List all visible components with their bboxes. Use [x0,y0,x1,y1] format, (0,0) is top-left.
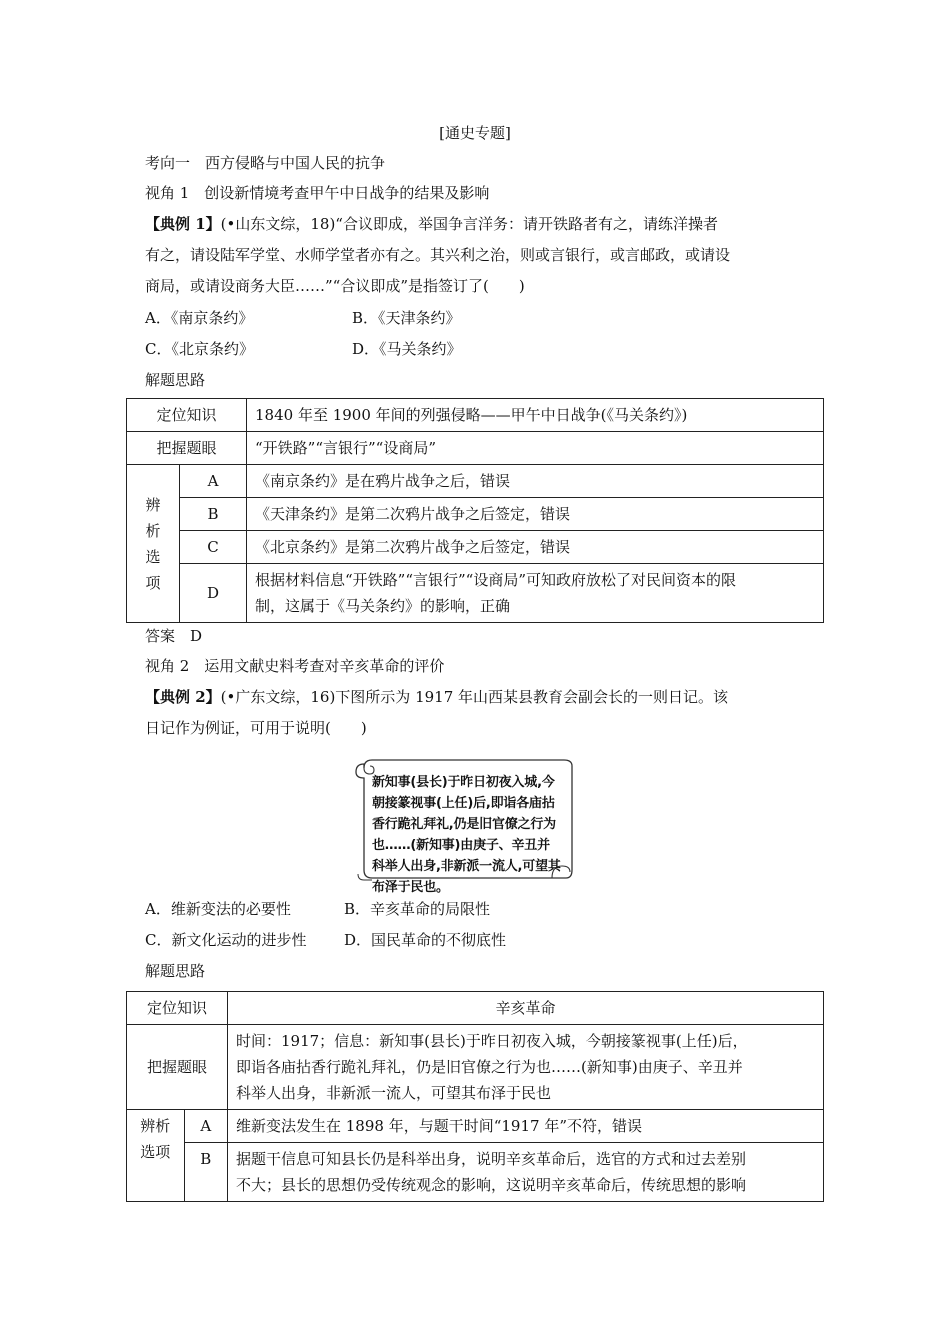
judge-char-1: 辨 [145,495,161,514]
example1-option-b: B．《天津条约》 [352,309,461,327]
option-key-a: A [180,465,247,498]
example1-analysis-table [126,398,824,623]
example2-option-b: B．辛亥革命的局限性 [344,900,491,918]
judge-char-2: 析 [145,521,161,540]
angle-heading: 视角 1 创设新情境考查甲午中日战争的结果及影响 [145,184,490,202]
example1-line1 [145,213,718,235]
grasp-line-3: 科举人出身，非新派一流人，可望其布泽于民也 [236,1084,552,1102]
option-analysis-c: 《北京条约》是第二次鸦片战争之后签定，错误 [247,531,824,564]
option-analysis-b-2 [228,1143,824,1202]
locate-value: 1840 年至 1900 年间的列强侵略——甲午中日战争(《马关条约》) [247,399,824,432]
example1-text1: (•山东文综，18)“合议即成，举国争言洋务：请开铁路者有之，请练洋操者 [220,215,718,233]
example2-think-label: 解题思路 [145,962,206,980]
locate-label: 定位知识 [127,399,247,432]
grasp-line-1: 时间：1917；信息：新知事(县长)于昨日初夜入城，今朝接篆视事(上任)后， [236,1032,748,1050]
example1-option-d: D．《马关条约》 [352,340,462,358]
example1-option-c: C．《北京条约》 [145,340,254,358]
judge-label-2-line2: 选项 [140,1143,171,1161]
example1-line2: 有之，请设陆军学堂、水师学堂者亦有之。其兴利之治，则或言银行，或言邮政，或请设 [145,246,731,264]
option-analysis-a: 《南京条约》是在鸦片战争之后，错误 [247,465,824,498]
example1-tag: 【典例 1】 [145,215,221,233]
locate-value-2: 辛亥革命 [228,992,824,1025]
judge-char-4: 项 [145,573,161,592]
locate-label-2: 定位知识 [127,992,228,1025]
grasp-value: “开铁路”“言银行”“设商局” [247,432,824,465]
judge-label-2 [127,1110,185,1202]
option-key-b: B [180,498,247,531]
example2-option-d: D．国民革命的不彻底性 [344,931,507,949]
example2-option-c: C．新文化运动的进步性 [145,931,307,949]
example1-option-a: A．《南京条约》 [145,309,254,327]
example2-tag: 【典例 2】 [145,688,221,706]
option-analysis-d-line2: 制，这属于《马关条约》的影响，正确 [255,597,511,615]
option-analysis-b: 《天津条约》是第二次鸦片战争之后签定，错误 [247,498,824,531]
example2-line2: 日记作为例证，可用于说明( ) [145,719,367,737]
section-header: [通史专题] [439,124,511,142]
grasp-label-2: 把握题眼 [127,1025,228,1110]
example2-analysis-table [126,991,824,1202]
option-analysis-b-2-line1: 据题干信息可知县长仍是科举出身，说明辛亥革命后，选官的方式和过去差别 [236,1150,747,1168]
option-analysis-a-2: 维新变法发生在 1898 年，与题干时间“1917 年”不符，错误 [228,1110,824,1143]
example2-option-a: A．维新变法的必要性 [145,900,291,918]
example1-line3: 商局，或请设商务大臣……”“合议即成”是指签订了( ) [145,277,525,295]
grasp-line-2: 即诣各庙拈香行跪礼拜礼，仍是旧官僚之行为也……(新知事)由庚子、辛丑并 [236,1058,743,1076]
grasp-label: 把握题眼 [127,432,247,465]
option-key-c: C [180,531,247,564]
diary-text: 新知事(县长)于昨日初夜入城,今朝接篆视事(上任)后,即诣各庙拈香行跪礼拜礼,仍是旧官僚之行为也……(新知事)由庚子、辛丑并科举人出身,非新派一流人,可望其布泽于民也。 [372,775,561,895]
example1-answer: 答案 D [145,627,203,645]
option-analysis-b-2-line2: 不大；县长的思想仍受传统观念的影响，这说明辛亥革命后，传统思想的影响 [236,1176,747,1194]
judge-label-2-line1: 辨析 [140,1117,171,1135]
option-analysis-d-line1: 根据材料信息“开铁路”“言银行”“设商局”可知政府放松了对民间资本的限 [255,571,737,589]
example1-think-label: 解题思路 [145,371,206,389]
judge-char-3: 选 [145,547,161,566]
option-analysis-d [247,564,824,623]
example2-text1: (•广东文综，16)下图所示为 1917 年山西某县教育会副会长的一则日记。该 [220,688,729,706]
option-key-b-2: B [184,1143,227,1202]
option-key-d: D [180,564,247,623]
diary-scroll-image [352,758,574,895]
angle2-heading: 视角 2 运用文献史料考查对辛亥革命的评价 [145,657,445,675]
judge-label [127,465,180,623]
option-key-a-2: A [184,1110,227,1143]
grasp-value-2 [228,1025,824,1110]
direction-heading: 考向一 西方侵略与中国人民的抗争 [145,154,386,172]
example2-line1 [145,686,728,708]
